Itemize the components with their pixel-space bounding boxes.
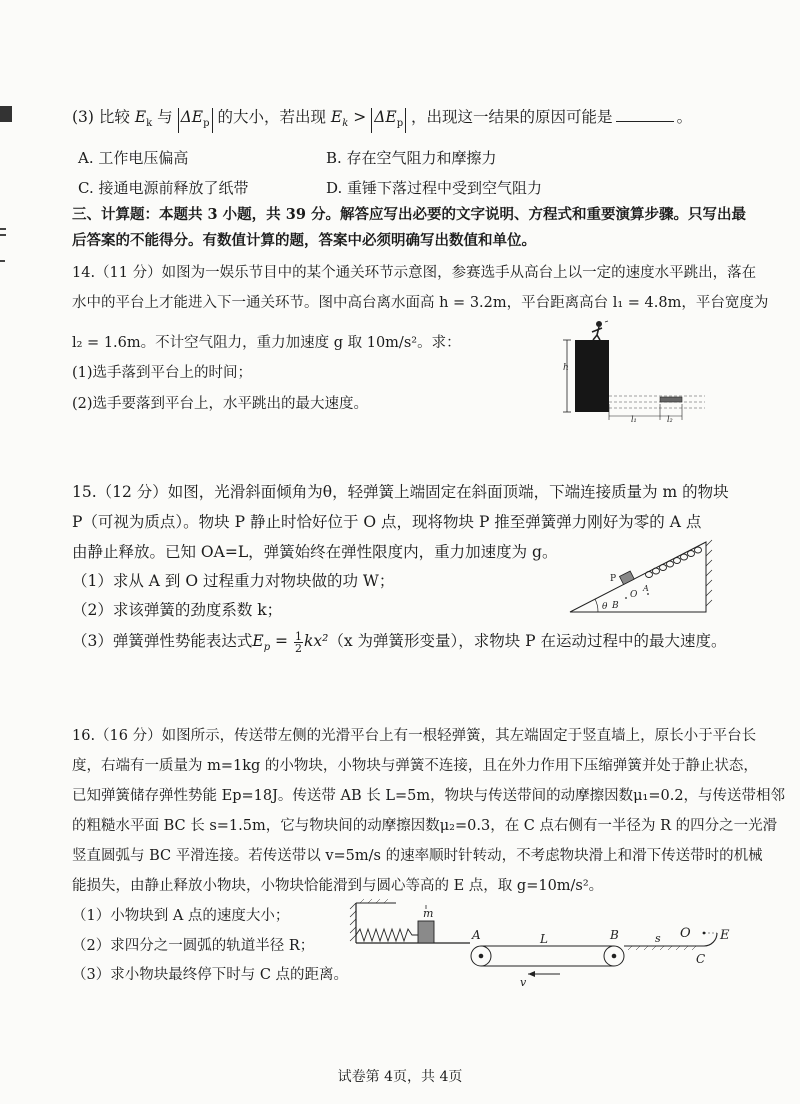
- fig-c-label: C: [696, 952, 706, 966]
- q16-line1: 16.（16 分）如图所示，传送带左侧的光滑平台上有一根轻弹簧，其左端固定于竖直墙上，原长小于平台长: [72, 728, 757, 744]
- q3-ek: E: [134, 108, 147, 126]
- fig-l2-label: l₂: [667, 415, 673, 424]
- q14-sub2: (2)选手要落到平台上，水平跳出的最大速度。: [72, 396, 369, 412]
- q15-sub3-suffix: （x 为弹簧形变量），求物块 P 在运动过程中的最大速度。: [328, 632, 727, 650]
- q14-line1: 14.（11 分）如图为一娱乐节目中的某个通关环节示意图，参赛选手从高台上以一定的速度水平跳出，落在: [72, 265, 757, 281]
- water-platform: [660, 397, 682, 402]
- q14-line3: l₂ = 1.6m。不计空气阻力，重力加速度 g 取 10m/s²。求：: [72, 335, 461, 351]
- jumper-icon: [592, 321, 608, 340]
- fig-l1-label: l₁: [631, 415, 637, 424]
- fig-v-label: v: [520, 976, 527, 989]
- option-b[interactable]: B. 存在空气阻力和摩擦力: [326, 149, 497, 167]
- q15-formula-eq: =: [270, 632, 293, 650]
- q15-formula-lhs: E: [252, 632, 264, 650]
- q3-ek-sub: k: [146, 118, 153, 130]
- q15-frac-den: 2: [294, 641, 302, 655]
- q15-formula-rhs: kx²: [303, 632, 329, 650]
- q15-sub3-prefix: （3）弹簧弹性势能表达式: [72, 632, 253, 650]
- q15-sub3: [72, 630, 760, 659]
- fig-l-label: L: [540, 932, 548, 946]
- section3-line1: 三、计算题：本题共 3 小题，共 39 分。解答应写出必要的文字说明、方程式和重要演算步骤。只写出最: [72, 206, 746, 223]
- q16-line2: 度，右端有一质量为 m=1kg 的小物块，小物块与弹簧不连接，且在外力作用下压缩弹簧并处于静止状态，: [72, 758, 758, 774]
- q3-suffix: ，出现这一结果的原因可能是: [411, 108, 613, 126]
- spring-icon: [646, 547, 702, 578]
- q3-middle2: 的大小，若出现: [217, 108, 326, 126]
- q15-fraction: [294, 631, 303, 654]
- q3-middle: 与: [157, 108, 173, 126]
- fig-m-label: m: [423, 907, 434, 920]
- q16-sub2: （2）求四分之一圆弧的轨道半径 R；: [72, 938, 315, 954]
- block-m: [418, 921, 434, 943]
- q16-sub1: （1）小物块到 A 点的速度大小；: [72, 908, 290, 924]
- q3-dep: ΔE: [180, 108, 204, 126]
- q16-line5: 竖直圆弧与 BC 平滑连接。若传送带以 v=5m/s 的速率顺时针转动，不考虑物块滑上和滑下传送带时的机械: [72, 848, 763, 864]
- spring-icon: [356, 929, 418, 941]
- answer-blank[interactable]: [616, 107, 674, 122]
- q3-dep-sub: p: [203, 118, 210, 130]
- fig-s-label: s: [655, 932, 661, 945]
- fig-o-label: O: [680, 926, 691, 941]
- page-footer: 试卷第 4页，共 4页: [337, 1069, 463, 1085]
- q15-line1: 15.（12 分）如图，光滑斜面倾角为θ，轻弹簧上端固定在斜面顶端，下端连接质量为 m 的物块: [72, 483, 729, 501]
- q15-line2: P（可视为质点）。物块 P 静止时恰好位于 O 点，现将物块 P 推至弹簧弹力刚好为零的 A 点: [72, 513, 702, 531]
- q16-line6: 能损失，由静止释放小物块，小物块恰能滑到与圆心等高的 E 点，取 g=10m/s²。: [72, 878, 604, 894]
- q15-line3: 由静止释放。已知 OA=L，弹簧始终在弹性限度内，重力加速度为 g。: [72, 543, 558, 561]
- q15-sub1: （1）求从 A 到 O 过程重力对物块做的功 W；: [72, 572, 395, 590]
- fig-b-label: B: [610, 928, 619, 942]
- q14-figure: [555, 318, 715, 426]
- fig-e-label: E: [720, 928, 730, 943]
- binding-marks: [0, 100, 20, 300]
- section3-line2: 后答案的不能得分。有数值计算的题，答案中必须明确写出数值和单位。: [72, 232, 536, 249]
- block-p: [619, 571, 634, 584]
- fig-p-label: P: [610, 574, 617, 584]
- q3-gt: >: [353, 108, 367, 126]
- q3-question: [72, 106, 760, 135]
- q16-line3: 已知弹簧储存弹性势能 Ep=18J。传送带 AB 长 L=5m，物块与传送带间的动摩擦因数μ₁=0.2，与传送带相邻: [72, 788, 786, 804]
- q3-ek-2: $E_k$: [330, 108, 349, 130]
- q16-line4: 的粗糙水平面 BC 长 s=1.5m，它与物块间的动摩擦因数μ₂=0.3，在 C 点右侧有一半径为 R 的四分之一光滑: [72, 818, 778, 834]
- q15-sub2: （2）求该弹簧的劲度系数 k；: [72, 601, 283, 619]
- high-platform: [575, 340, 609, 412]
- q15-frac-num: 1: [294, 629, 302, 643]
- q16-figure: [350, 895, 740, 990]
- fig-theta-label: θ: [602, 602, 608, 612]
- q3-abs-dep-2: $\Delta E_p$: [371, 108, 406, 133]
- option-c[interactable]: C. 接通电源前释放了纸带: [78, 179, 249, 197]
- fig-h-label: h: [563, 363, 569, 373]
- fig-o-label: O: [630, 590, 638, 600]
- fig-a-label: A: [472, 928, 481, 942]
- quarter-arc: [704, 933, 717, 946]
- conveyor-belt: [471, 946, 624, 966]
- q14-sub1: (1)选手落到平台上的时间；: [72, 365, 253, 381]
- q3-prefix: (3) 比较: [72, 108, 130, 126]
- option-a[interactable]: A. 工作电压偏高: [78, 149, 189, 167]
- fig-b-label: B: [612, 601, 619, 611]
- q16-sub3: （3）求小物块最终停下时与 C 点的距离。: [72, 967, 349, 983]
- q15-formula-sub: p: [263, 642, 271, 654]
- option-d[interactable]: D. 重锤下落过程中受到空气阻力: [326, 179, 543, 197]
- q3-abs-dep: [178, 108, 213, 133]
- q15-figure: [566, 536, 716, 616]
- q3-end: 。: [676, 108, 693, 126]
- fig-a-label: A: [643, 584, 649, 593]
- q14-line2: 水中的平台上才能进入下一通关环节。图中高台离水面高 h = 3.2m，平台距离高台 l₁ = 4.8m，平台宽度为: [72, 295, 769, 311]
